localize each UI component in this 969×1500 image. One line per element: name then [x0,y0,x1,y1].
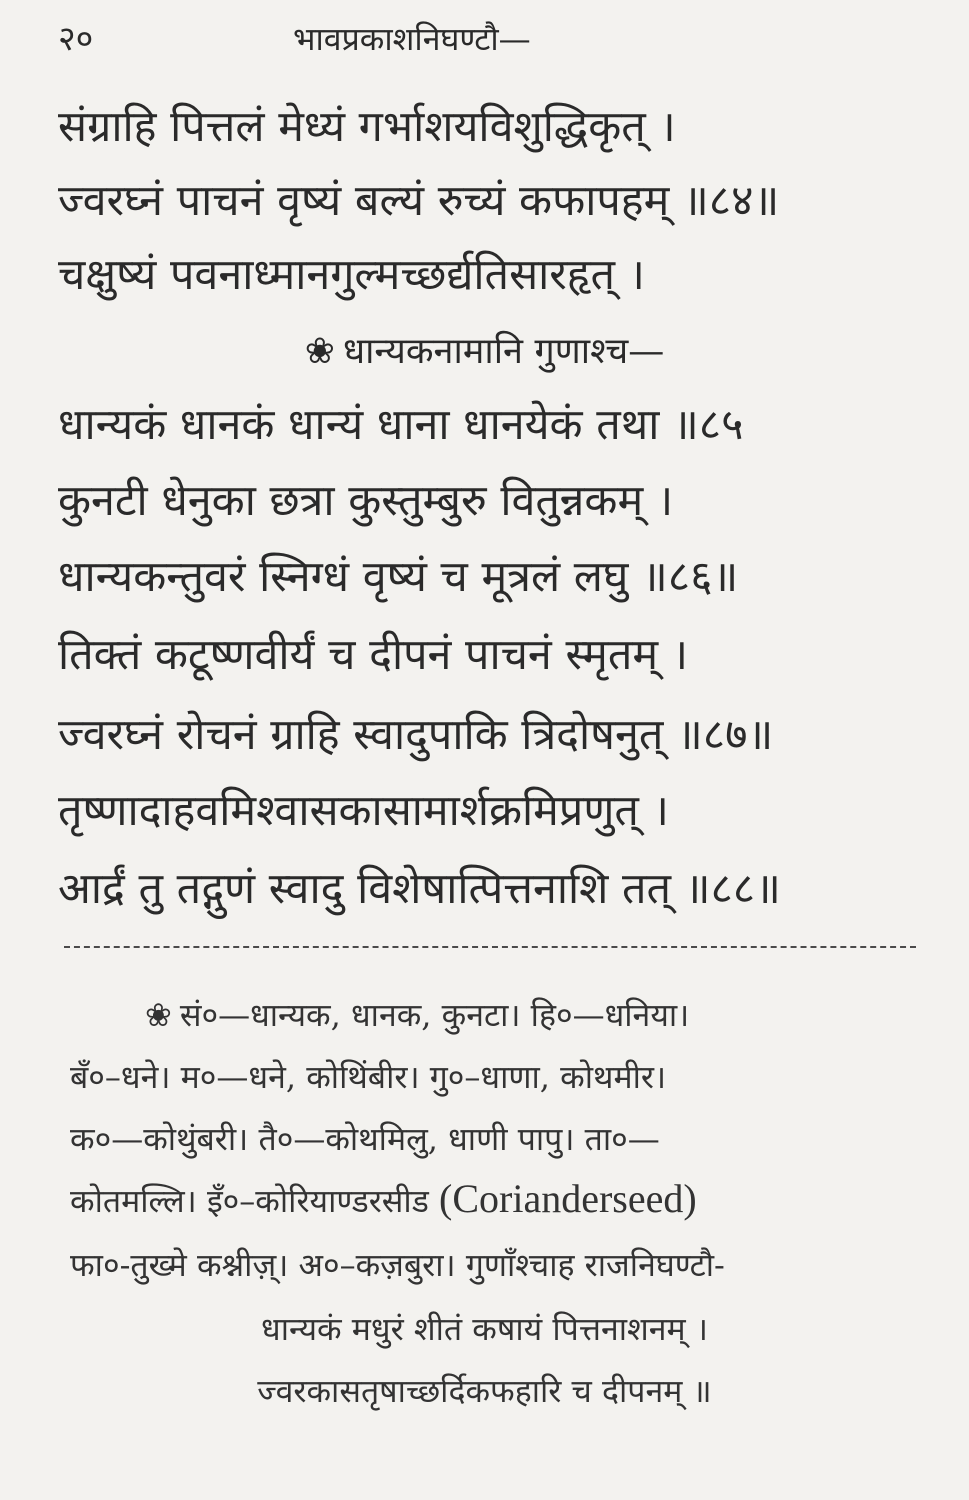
footnote-line-4 [70,1170,910,1230]
flower-ornament-icon: ❀ [304,331,335,372]
footnote-line-2: बँ०–धने। म०—धने, कोथिंबीर। गु०–धाणा, कोथमीर। [70,1058,667,1096]
footnote-line-6: धान्यकं मधुरं शीतं कषायं पित्तनाशनम् । [261,1310,708,1348]
page-header [58,10,918,68]
verse-line-2: ज्वरघ्नं पाचनं वृष्यं बल्यं रुच्यं कफापहम् ॥८४॥ [58,176,780,226]
section-heading [0,322,969,382]
footnote-line-5: फा०-तुख्मे कश्नीज़्। अ०–कज़बुरा। गुणाँश्चाह राजनिघण्टौ- [70,1246,725,1284]
verse-line-1: संग्राहि पित्तलं मेध्यं गर्भाशयविशुद्धिकृत् । [58,102,676,152]
verse-line-10: आर्द्रं तु तद्गुणं स्वादु विशेषात्पित्तनाशि तत् ॥८८॥ [58,864,781,914]
english-name: (Corianderseed) [439,1176,697,1221]
verse-line-8: ज्वरघ्नं रोचनं ग्राहि स्वादुपाकि त्रिदोषनुत् ॥८७॥ [58,710,774,760]
verse-line-4: धान्यकं धानकं धान्यं धाना धानयेकं तथा ॥८५ [58,400,744,450]
footnote-text: सं०—धान्यक, धानक, कुनटा। हि०—धनिया। [179,996,690,1034]
verse-line-3: चक्षुष्यं पवनाध्मानगुल्मच्छर्द्यतिसारहृत् । [58,250,645,300]
section-heading-text: धान्यकनामानि गुणाश्च— [342,331,665,372]
page-number: २० [58,19,94,59]
verse-line-9: तृष्णादाहवमिश्वासकासामार्शक्रमिप्रणुत् । [58,786,669,836]
verse-line-5: कुनटी धेनुका छत्रा कुस्तुम्बुरु वितुन्नकम् । [58,476,674,526]
flower-ornament-icon: ❀ [145,996,172,1034]
footnote-divider [64,946,916,948]
running-title: भावप्रकाशनिघण्टौ— [293,20,531,58]
footnote-line-7: ज्वरकासतृषाच्छर्दिकफहारि च दीपनम् ॥ [257,1372,712,1410]
verse-line-6: धान्यकन्तुवरं स्निग्धं वृष्यं च मूत्रलं लघु ॥८६॥ [58,552,739,602]
verse-line-7: तिक्तं कटूष्णवीर्यं च दीपनं पाचनं स्मृतम् । [58,630,689,680]
footnote-line-1 [145,986,915,1044]
footnote-text: कोतमल्लि। इँ०–कोरियाण्डरसीड [70,1182,429,1220]
footnote-line-3: क०—कोथुंबरी। तै०—कोथमिलु, धाणी पापु। ता०— [70,1120,660,1158]
